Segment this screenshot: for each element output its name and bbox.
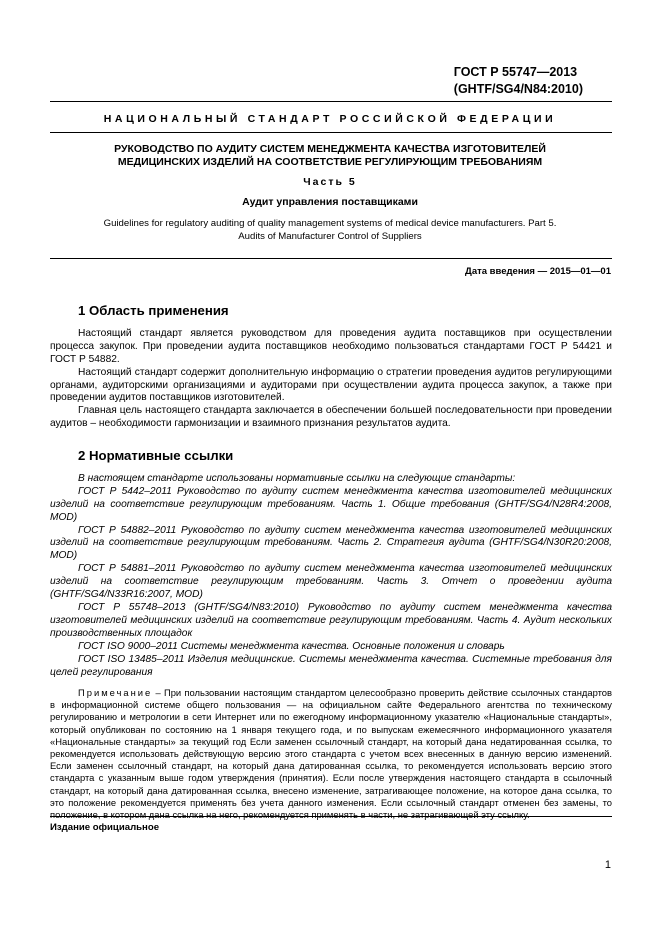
reference-item: ГОСТ ISO 9000–2011 Системы менеджмента качества. Основные положения и словарь	[78, 640, 505, 652]
introduction-date: Дата введения — 2015—01—01	[465, 266, 611, 277]
reference-item: ГОСТ Р 54881–2011 Руководство по аудиту систем менеджмента качества изготовителей медицинских изделий на соответствие регулирующим требованиям. Часть 3. Отчет о проведении аудита (GHTF/SG4/N33R16:2007, MOD)	[50, 563, 612, 601]
document-title	[50, 143, 610, 243]
reference-item: ГОСТ Р 55748–2013 (GHTF/SG4/N83:2010) Руководство по аудиту систем менеджмента качества изготовителей медицинских изделий на соответствие регулирующим требованиям. Часть 4. Аудит нескольких производственных площадок	[50, 601, 612, 639]
title-en-line2: Audits of Manufacturer Control of Suppliers	[238, 231, 422, 242]
section-scope	[50, 305, 612, 431]
section-2-heading: 2 Нормативные ссылки	[78, 448, 234, 463]
footer-rule	[50, 816, 612, 817]
section-normative-references	[50, 450, 612, 679]
section-1-heading: 1 Область применения	[78, 303, 229, 318]
reference-intro: В настоящем стандарте использованы нормативные ссылки на следующие стандарты:	[78, 472, 516, 484]
title-ru-line2: МЕДИЦИНСКИХ ИЗДЕЛИЙ НА СООТВЕТСТВИЕ РЕГУЛИРУЮЩИМ ТРЕБОВАНИЯМ	[117, 156, 543, 168]
reference-item: ГОСТ Р 5442–2011 Руководство по аудиту систем менеджмента качества изготовителей медицинских изделий на соответствие регулирующим требованиям. Часть 1. Общие требования (GHTF/SG4/N28R4:2008, MOD)	[50, 485, 612, 523]
title-en	[50, 217, 610, 243]
scope-paragraph: Главная цель настоящего стандарта заключается в обеспечении большей последовательности при проведении аудитов – необходимости гармонизации и взаимного признания результатов аудита.	[50, 405, 612, 430]
reference-item: ГОСТ Р 54882–2011 Руководство по аудиту систем менеджмента качества изготовителей медицинских изделий на соответствие регулирующим требованиям. Часть 2. Стратегия аудита (GHTF/SG4/N30R20:2008, MOD)	[50, 524, 612, 562]
part-subtitle: Аудит управления поставщиками	[242, 196, 418, 208]
scope-paragraph: Настоящий стандарт содержит дополнительную информацию о стратегии проведения аудитов регулирующими органами, аудиторскими организациями и аудиторами при осуществлении аудита процесса закупок, а также при проведении аудитов поставщиков изготовителей.	[50, 366, 612, 404]
title-ru-line1: РУКОВОДСТВО ПО АУДИТУ СИСТЕМ МЕНЕДЖМЕНТА КАЧЕСТВА ИЗГОТОВИТЕЛЕЙ	[114, 143, 546, 155]
designation-ghtf: (GHTF/SG4/N84:2010)	[453, 82, 583, 96]
standard-designation	[454, 64, 583, 98]
national-standard-heading: НАЦИОНАЛЬНЫЙ СТАНДАРТ РОССИЙСКОЙ ФЕДЕРАЦИИ	[103, 113, 557, 125]
note-paragraph	[50, 687, 612, 821]
designation-gost: ГОСТ Р 55747—2013	[453, 65, 578, 79]
reference-item: ГОСТ ISO 13485–2011 Изделия медицинские. Системы менеджмента качества. Системные требования для целей регулирования	[50, 653, 612, 678]
note-text: – При пользовании настоящим стандартом целесообразно проверить действие ссылочных стандартов в информационной системе общего пользования — на официальном сайте Федерального агентства по техническому регулированию и метрологии в сети Интернет или по ежегодному информационному указателю «Национальные стандарты», который опубликован по состоянию на 1 января текущего года, и по выпускам ежемесячного информационного указателя «Национальные стандарты» за текущий год Если заменен ссылочный стандарт, на который дана недатированная ссылка, то рекомендуется использовать действующую версию этого стандарта с учетом всех внесенных в данную версию изменений. Если заменен ссылочный стандарт, на который дана датированная ссылка, то рекомендуется использовать версию этого стандарта с указанным выше годом утверждения (принятия). Если после утверждения настоящего стандарта в ссылочный стандарт, на который дана датированная ссылка, внесено изменение, затрагивающее положение, на которое дана ссылка, то это положение рекомендуется применять без учета данного изменения. Если ссылочный стандарт отменен без замены, то положение, в котором дана ссылка на него, рекомендуется применять в части, не затрагивающей эту ссылку.	[50, 687, 612, 821]
header-rule	[50, 132, 612, 133]
official-edition-label: Издание официальное	[50, 822, 160, 833]
note-label: Примечание	[78, 687, 153, 698]
scope-paragraph: Настоящий стандарт является руководством для проведения аудита поставщиков при осуществлении процесса закупок. При проведении аудита поставщиков необходимо пользоваться стандартами ГОСТ Р 54421 и ГОСТ Р 54882.	[50, 327, 612, 365]
title-en-line1: Guidelines for regulatory auditing of quality management systems of medical device manufacturers. Part 5.	[103, 218, 557, 229]
part-label: Часть 5	[303, 176, 357, 188]
top-rule	[50, 101, 612, 102]
page-number: 1	[604, 859, 611, 871]
title-rule	[50, 258, 612, 259]
